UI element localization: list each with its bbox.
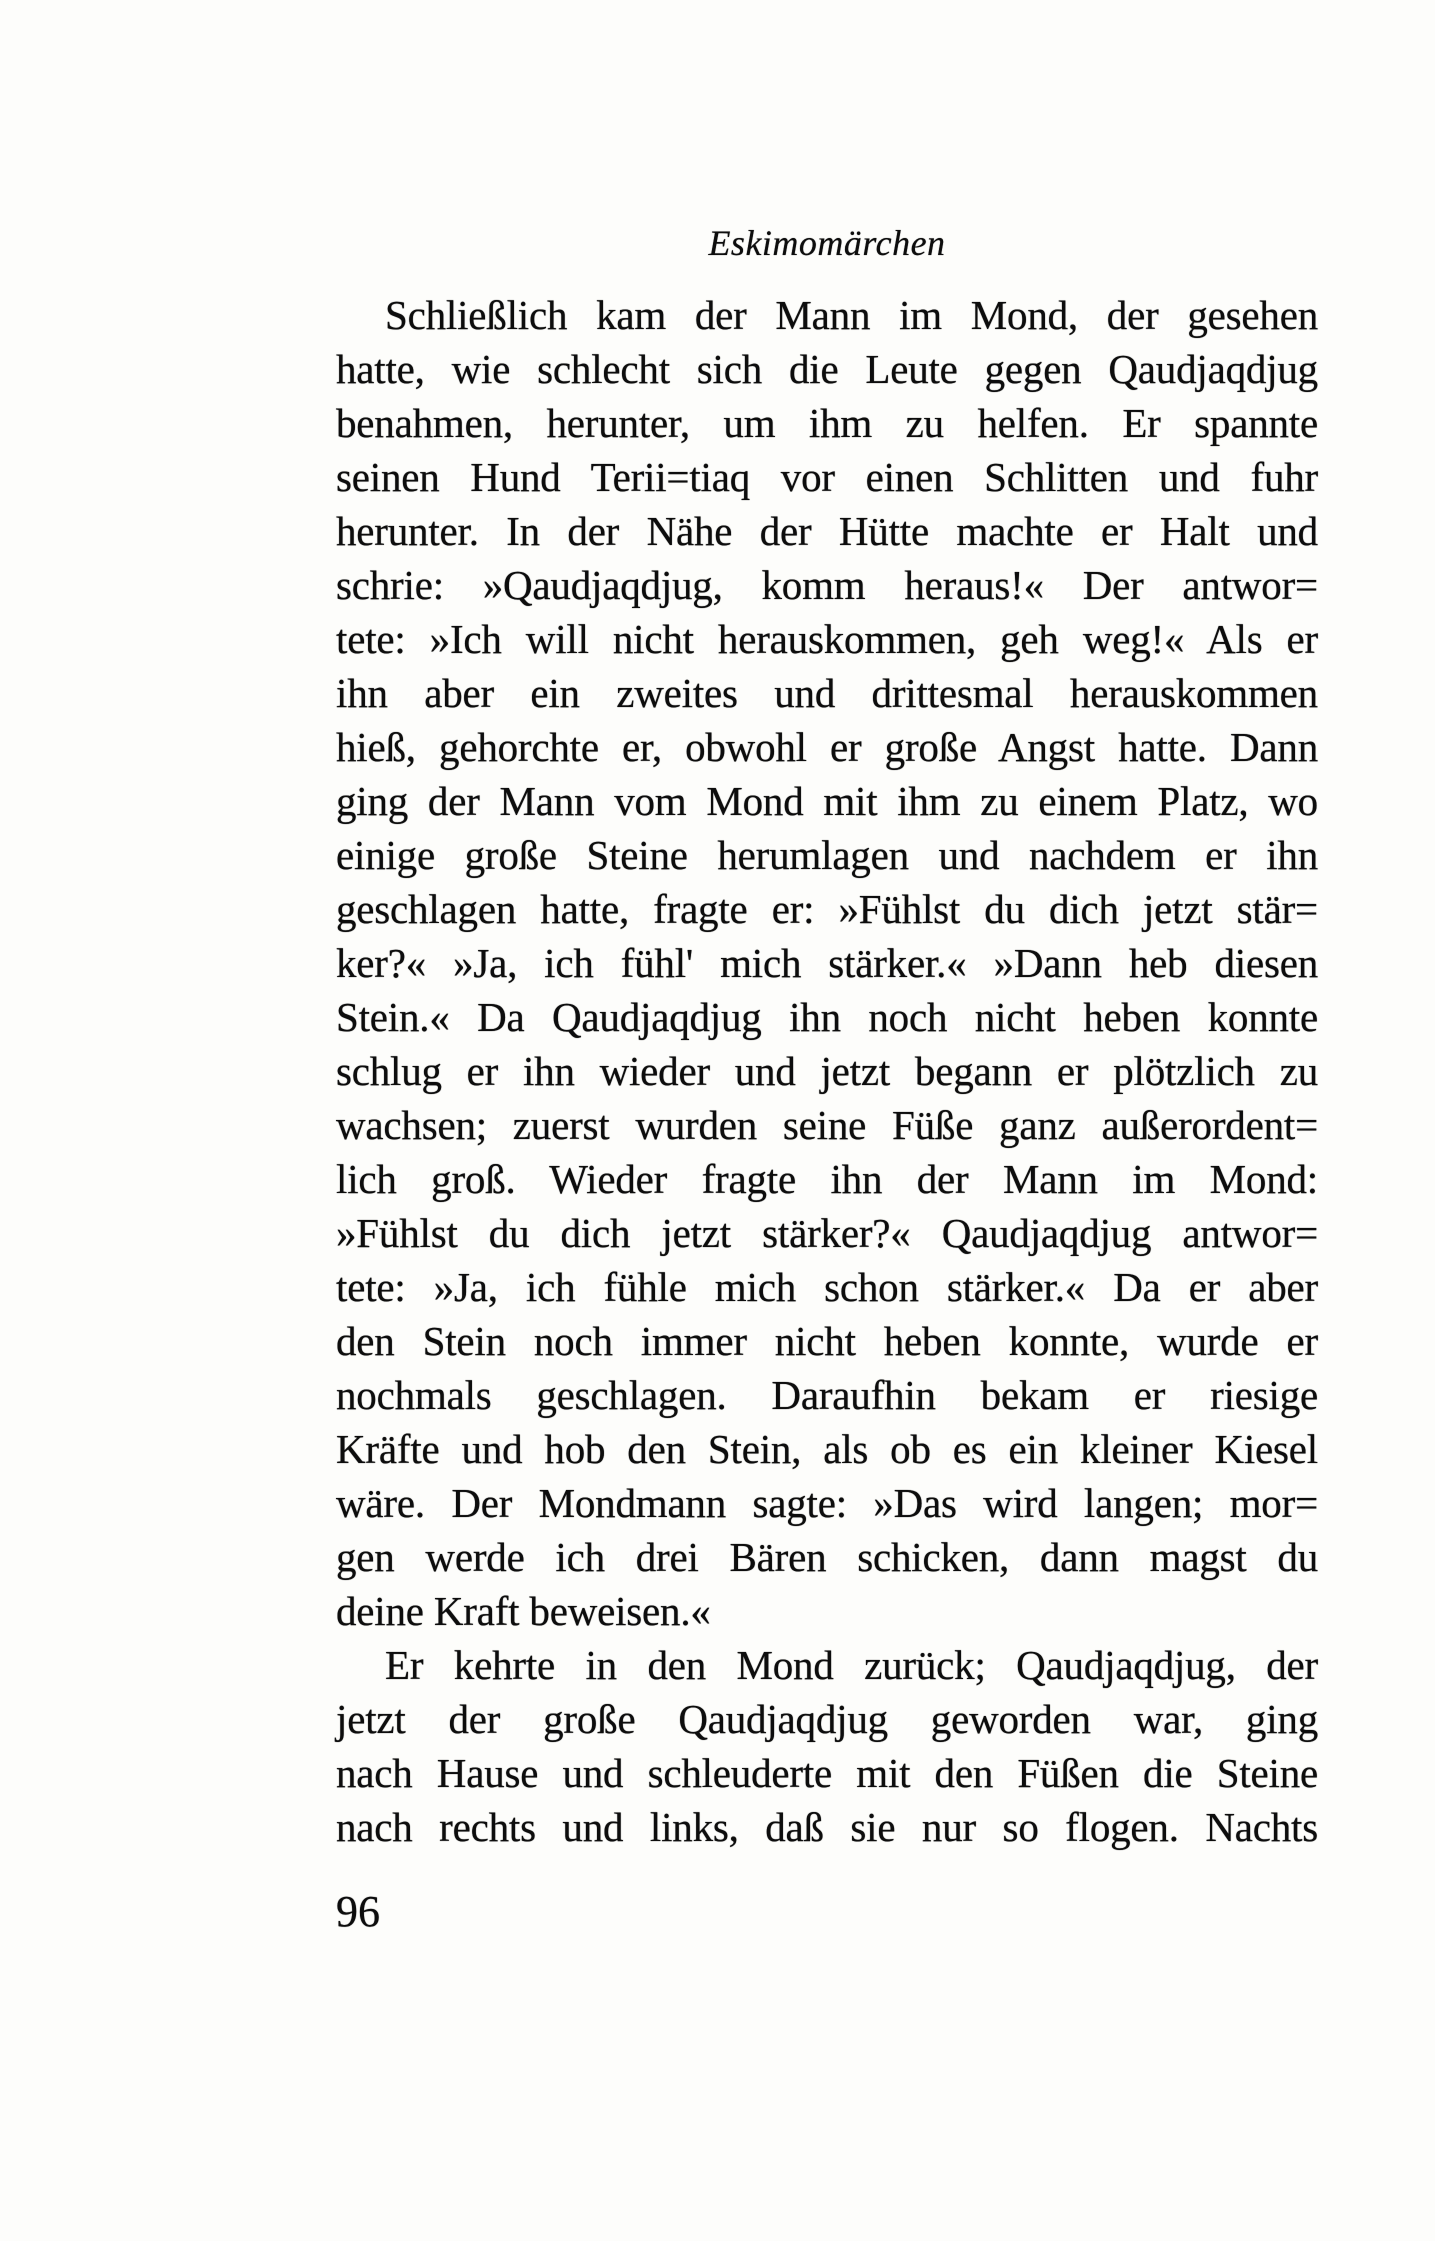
text-line: deine Kraft beweisen.«: [336, 1588, 711, 1634]
text-line: nach Hause und schleuderte mit den Füßen die Steine: [336, 1750, 1318, 1796]
text-line: ihn aber ein zweites und drittesmal herauskommen: [336, 670, 1318, 716]
text-line: Schließlich kam der Mann im Mond, der gesehen: [385, 292, 1318, 338]
text-line: Kräfte und hob den Stein, als ob es ein kleiner Kiesel: [336, 1426, 1318, 1472]
text-line: Stein.« Da Qaudjaqdjug ihn noch nicht heben konnte: [336, 994, 1318, 1040]
page-number: 96: [336, 1887, 380, 1936]
text-line: geschlagen hatte, fragte er: »Fühlst du dich jetzt stär=: [336, 886, 1318, 932]
text-line: den Stein noch immer nicht heben konnte, wurde er: [336, 1318, 1318, 1364]
text-line: einige große Steine herumlagen und nachdem er ihn: [336, 832, 1318, 878]
text-line: gen werde ich drei Bären schicken, dann magst du: [336, 1534, 1318, 1580]
story-text-block: [336, 288, 1318, 1854]
text-line: benahmen, herunter, um ihm zu helfen. Er spannte: [336, 400, 1318, 446]
text-line: schlug er ihn wieder und jetzt begann er plötzlich zu: [336, 1048, 1318, 1094]
text-line: Er kehrte in den Mond zurück; Qaudjaqdjug, der: [385, 1642, 1318, 1688]
text-line: »Fühlst du dich jetzt stärker?« Qaudjaqdjug antwor=: [336, 1210, 1318, 1256]
text-line: ging der Mann vom Mond mit ihm zu einem Platz, wo: [336, 778, 1318, 824]
text-line: seinen Hund Terii=tiaq vor einen Schlitten und fuhr: [336, 454, 1318, 500]
text-line: lich groß. Wieder fragte ihn der Mann im Mond:: [336, 1156, 1318, 1202]
text-line: schrie: »Qaudjaqdjug, komm heraus!« Der antwor=: [336, 562, 1318, 608]
text-line: hatte, wie schlecht sich die Leute gegen Qaudjaqdjug: [336, 346, 1318, 392]
text-line: nach rechts und links, daß sie nur so flogen. Nachts: [336, 1804, 1318, 1850]
text-line: wachsen; zuerst wurden seine Füße ganz außerordent=: [336, 1102, 1318, 1148]
text-line: tete: »Ich will nicht herauskommen, geh weg!« Als er: [336, 616, 1318, 662]
text-line: tete: »Ja, ich fühle mich schon stärker.« Da er aber: [336, 1264, 1318, 1310]
text-line: hieß, gehorchte er, obwohl er große Angst hatte. Dann: [336, 724, 1318, 770]
text-line: ker?« »Ja, ich fühl' mich stärker.« »Dann heb diesen: [336, 940, 1318, 986]
text-line: herunter. In der Nähe der Hütte machte er Halt und: [336, 508, 1318, 554]
running-header: Eskimomärchen: [708, 223, 946, 263]
text-line: jetzt der große Qaudjaqdjug geworden war, ging: [336, 1696, 1318, 1742]
text-line: wäre. Der Mondmann sagte: »Das wird langen; mor=: [336, 1480, 1318, 1526]
text-line: nochmals geschlagen. Daraufhin bekam er riesige: [336, 1372, 1318, 1418]
